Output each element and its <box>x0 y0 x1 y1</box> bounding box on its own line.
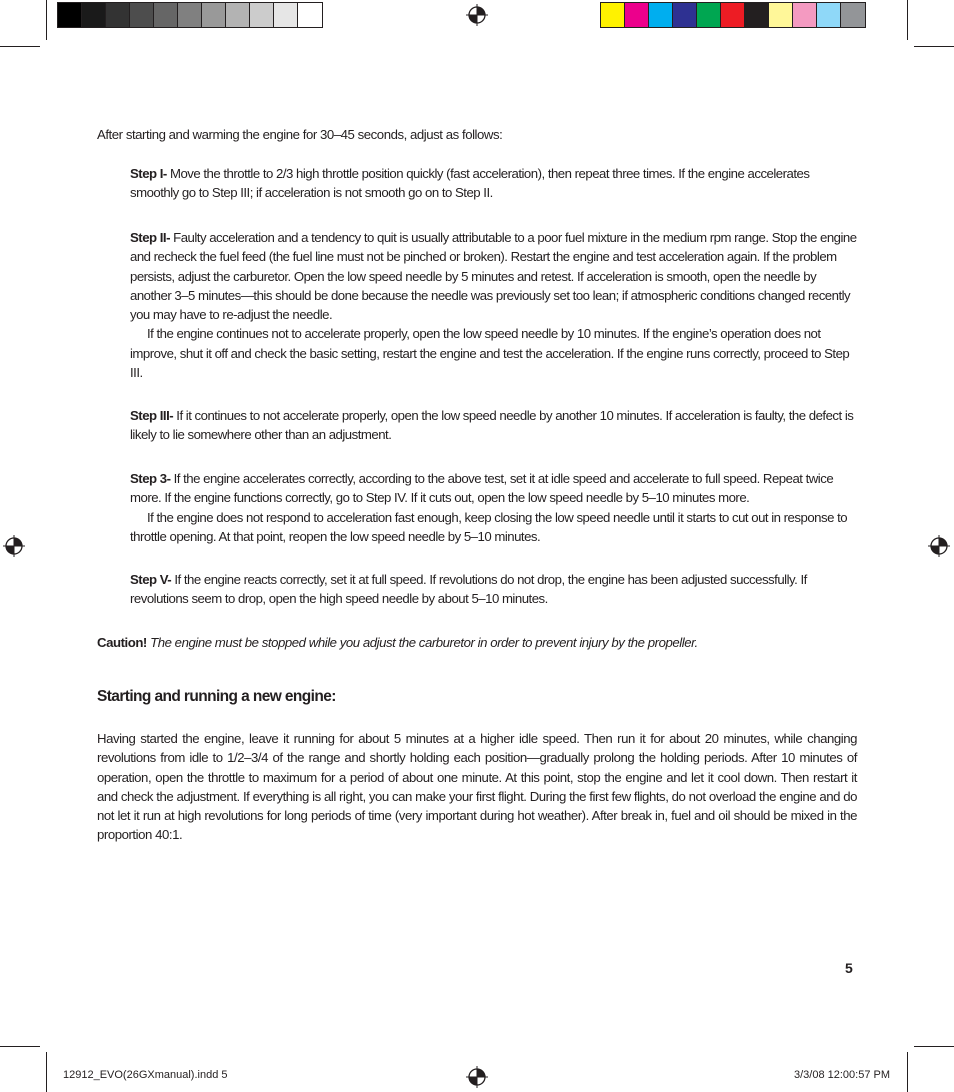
step-2-paragraph <box>130 228 860 382</box>
caution-label: Caution! <box>97 635 147 650</box>
step-text: If the engine accelerates correctly, according to the above test, set it at idle speed and accelerate to full speed. Repeat twice more. If the engine functions correctly, go to Step IV. If it cuts out, open the low speed needle by 5–10 minutes more. <box>130 471 834 506</box>
color-swatch <box>817 3 841 27</box>
caution-text: The engine must be stopped while you adjust the carburetor in order to prevent injury by the propeller. <box>150 635 698 650</box>
step-text: If it continues to not accelerate properly, open the low speed needle by another 10 minutes. If acceleration is faulty, the defect is likely to lie somewhere other than an adjustment. <box>130 408 854 443</box>
process-color-bar <box>600 2 866 28</box>
section-heading: Starting and running a new engine: <box>97 688 336 705</box>
step-3b-paragraph <box>130 469 860 546</box>
color-swatch <box>82 3 106 27</box>
page-number: 5 <box>845 960 853 976</box>
color-swatch <box>226 3 250 27</box>
color-swatch <box>745 3 769 27</box>
step-3-paragraph <box>130 406 860 445</box>
step-text: Move the throttle to 2/3 high throttle position quickly (fast acceleration), then repeat three times. If the engine accelerates smoothly go to Step III; if acceleration is not smooth go on to Step II. <box>130 166 810 201</box>
color-swatch <box>649 3 673 27</box>
step-label: Step I- <box>130 166 167 181</box>
color-swatch <box>673 3 697 27</box>
crop-mark <box>0 1046 40 1047</box>
color-swatch <box>250 3 274 27</box>
color-swatch <box>697 3 721 27</box>
running-in-paragraph: Having started the engine, leave it running for about 5 minutes at a higher idle speed. Then run it for about 20 minutes, while changing revolutions from idle to 1/2–3/4 of the range and shortly holding each position—gradually prolong the holding periods. After 10 minutes of operation, open the throttle to maximum for a period of about one minute. At this point, stop the engine and let it cool down. Then restart it and check the adjustment. If everything is all right, you can make your first flight. During the first few flights, do not overload the engine and do not let it run at high revolutions for long periods of time (very important during hot weather). After break in, fuel and oil should be mixed in the proportion 40:1. <box>97 731 857 843</box>
crop-mark <box>914 46 954 47</box>
color-swatch <box>58 3 82 27</box>
color-swatch <box>793 3 817 27</box>
step-5-paragraph <box>130 570 860 609</box>
color-swatch <box>274 3 298 27</box>
step-label: Step III- <box>130 408 174 423</box>
step-1-paragraph <box>130 164 860 203</box>
color-swatch <box>130 3 154 27</box>
crop-mark <box>914 1046 954 1047</box>
registration-mark-icon <box>928 535 950 557</box>
step-text-continued: If the engine continues not to accelerate properly, open the low speed needle by 10 minutes. If the engine’s operation does not improve, shut it off and check the basic setting, restart the engine and test the acceleration. If the engine runs correctly, proceed to Step III. <box>130 326 850 381</box>
color-swatch <box>178 3 202 27</box>
caution-note <box>97 633 867 652</box>
step-label: Step V- <box>130 572 172 587</box>
crop-mark <box>46 1052 47 1092</box>
step-label: Step II- <box>130 230 170 245</box>
crop-mark <box>0 46 40 47</box>
color-swatch <box>601 3 625 27</box>
color-swatch <box>106 3 130 27</box>
registration-mark-icon <box>466 4 488 26</box>
registration-mark-icon <box>3 535 25 557</box>
color-swatch <box>202 3 226 27</box>
color-swatch <box>769 3 793 27</box>
step-label: Step 3- <box>130 471 171 486</box>
step-text: Faulty acceleration and a tendency to quit is usually attributable to a poor fuel mixture in the medium rpm range. Stop the engine and recheck the fuel feed (the fuel line must not be pinched or broken). Restart the engine and test acceleration again. If the problem persists, adjust the carburetor. Open the low speed needle by 5 minutes and retest. If acceleration is smooth, open the needle by another 3–5 minutes—this should be done because the needle was previously set too lean; if atmospheric conditions changed recently you may have to re-adjust the needle. <box>130 230 857 323</box>
step-text-continued: If the engine does not respond to acceleration fast enough, keep closing the low speed needle until it starts to cut out in response to throttle opening. At that point, reopen the low speed needle by 5–10 minutes. <box>130 509 848 544</box>
intro-paragraph: After starting and warming the engine for 30–45 seconds, adjust as follows: <box>97 127 503 142</box>
step-text: If the engine reacts correctly, set it at full speed. If revolutions do not drop, the engine has been adjusted successfully. If revolutions seem to drop, open the high speed needle by about 5–10 minutes. <box>130 572 807 607</box>
crop-mark <box>907 0 908 40</box>
color-swatch <box>298 3 322 27</box>
color-swatch <box>841 3 865 27</box>
grayscale-color-bar <box>57 2 323 28</box>
registration-mark-icon <box>466 1066 488 1088</box>
color-swatch <box>154 3 178 27</box>
slug-filename: 12912_EVO(26GXmanual).indd 5 <box>63 1069 228 1081</box>
color-swatch <box>721 3 745 27</box>
crop-mark <box>907 1052 908 1092</box>
crop-mark <box>46 0 47 40</box>
color-swatch <box>625 3 649 27</box>
slug-timestamp: 3/3/08 12:00:57 PM <box>794 1069 891 1081</box>
